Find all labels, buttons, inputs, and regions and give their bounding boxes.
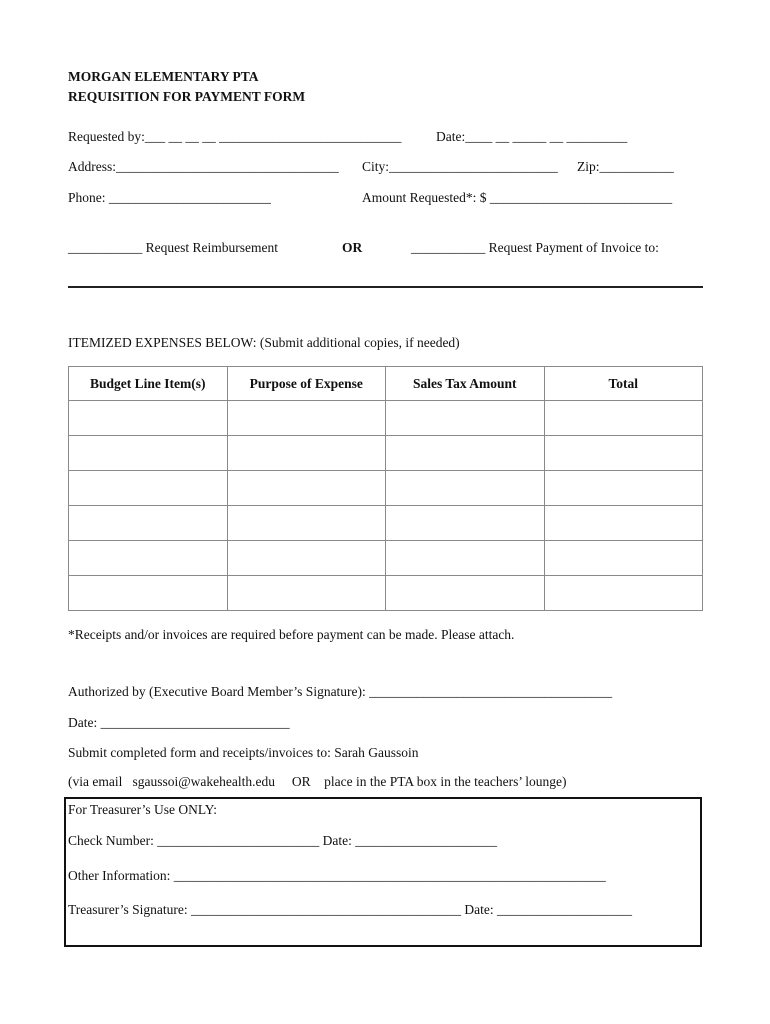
- or-label: OR: [342, 240, 363, 255]
- table-row: [69, 506, 703, 541]
- authorized-signature-field[interactable]: Authorized by (Executive Board Member’s Signature): ____________________________________: [68, 684, 613, 699]
- purpose-cell[interactable]: [227, 576, 386, 611]
- purpose-cell[interactable]: [227, 436, 386, 471]
- sales-tax-cell[interactable]: [386, 506, 545, 541]
- sales-tax-cell[interactable]: [386, 576, 545, 611]
- sales-tax-cell[interactable]: [386, 471, 545, 506]
- zip-field[interactable]: Zip:___________: [577, 159, 674, 174]
- treasurer-signature-field[interactable]: Treasurer’s Signature: ________________________________________ Date: ____________________: [68, 902, 632, 917]
- expense-table-header: [69, 367, 703, 401]
- table-row: [69, 471, 703, 506]
- phone-field[interactable]: Phone: ________________________: [68, 190, 271, 205]
- request-reimbursement-option[interactable]: ___________ Request Reimbursement: [68, 240, 278, 255]
- total-cell[interactable]: [544, 576, 703, 611]
- column-header-sales-tax: Sales Tax Amount: [386, 367, 545, 401]
- address-field[interactable]: Address:_________________________________: [68, 159, 339, 174]
- budget-line-cell[interactable]: [69, 506, 228, 541]
- total-cell[interactable]: [544, 541, 703, 576]
- request-date-field[interactable]: Date:____ __ _____ __ _________: [436, 129, 628, 144]
- column-header-total: Total: [544, 367, 703, 401]
- budget-line-cell[interactable]: [69, 576, 228, 611]
- authorized-date-field[interactable]: Date: ____________________________: [68, 715, 290, 730]
- amount-requested-field[interactable]: Amount Requested*: $ ___________________________: [362, 190, 673, 205]
- request-invoice-payment-option[interactable]: ___________ Request Payment of Invoice to:: [411, 240, 659, 255]
- table-row: [69, 436, 703, 471]
- table-row: [69, 576, 703, 611]
- budget-line-cell[interactable]: [69, 436, 228, 471]
- purpose-cell[interactable]: [227, 506, 386, 541]
- total-cell[interactable]: [544, 401, 703, 436]
- total-cell[interactable]: [544, 506, 703, 541]
- budget-line-cell[interactable]: [69, 401, 228, 436]
- table-row: [69, 541, 703, 576]
- sales-tax-cell[interactable]: [386, 541, 545, 576]
- submit-instructions: Submit completed form and receipts/invoices to: Sarah Gaussoin: [68, 745, 419, 760]
- expense-table: [68, 366, 703, 611]
- section-divider: [68, 286, 703, 288]
- form-title-org: MORGAN ELEMENTARY PTA: [68, 69, 259, 84]
- total-cell[interactable]: [544, 436, 703, 471]
- itemized-heading: ITEMIZED EXPENSES BELOW: (Submit additional copies, if needed): [68, 335, 460, 350]
- sales-tax-cell[interactable]: [386, 436, 545, 471]
- city-field[interactable]: City:_________________________: [362, 159, 558, 174]
- budget-line-cell[interactable]: [69, 471, 228, 506]
- total-cell[interactable]: [544, 471, 703, 506]
- purpose-cell[interactable]: [227, 541, 386, 576]
- column-header-purpose: Purpose of Expense: [227, 367, 386, 401]
- column-header-budget-line: Budget Line Item(s): [69, 367, 228, 401]
- purpose-cell[interactable]: [227, 471, 386, 506]
- requested-by-field[interactable]: Requested by:___ __ __ __ ___________________________: [68, 129, 402, 144]
- check-number-field[interactable]: Check Number: ________________________ Date: _____________________: [68, 833, 497, 848]
- form-title: REQUISITION FOR PAYMENT FORM: [68, 89, 306, 104]
- submit-via-instructions: (via email sgaussoi@wakehealth.edu OR place in the PTA box in the teachers’ lounge): [68, 774, 567, 789]
- sales-tax-cell[interactable]: [386, 401, 545, 436]
- receipts-note: *Receipts and/or invoices are required before payment can be made. Please attach.: [68, 627, 515, 642]
- treasurer-heading: For Treasurer’s Use ONLY:: [68, 802, 218, 817]
- budget-line-cell[interactable]: [69, 541, 228, 576]
- other-information-field[interactable]: Other Information: ________________________________________________________________: [68, 868, 606, 883]
- purpose-cell[interactable]: [227, 401, 386, 436]
- table-row: [69, 401, 703, 436]
